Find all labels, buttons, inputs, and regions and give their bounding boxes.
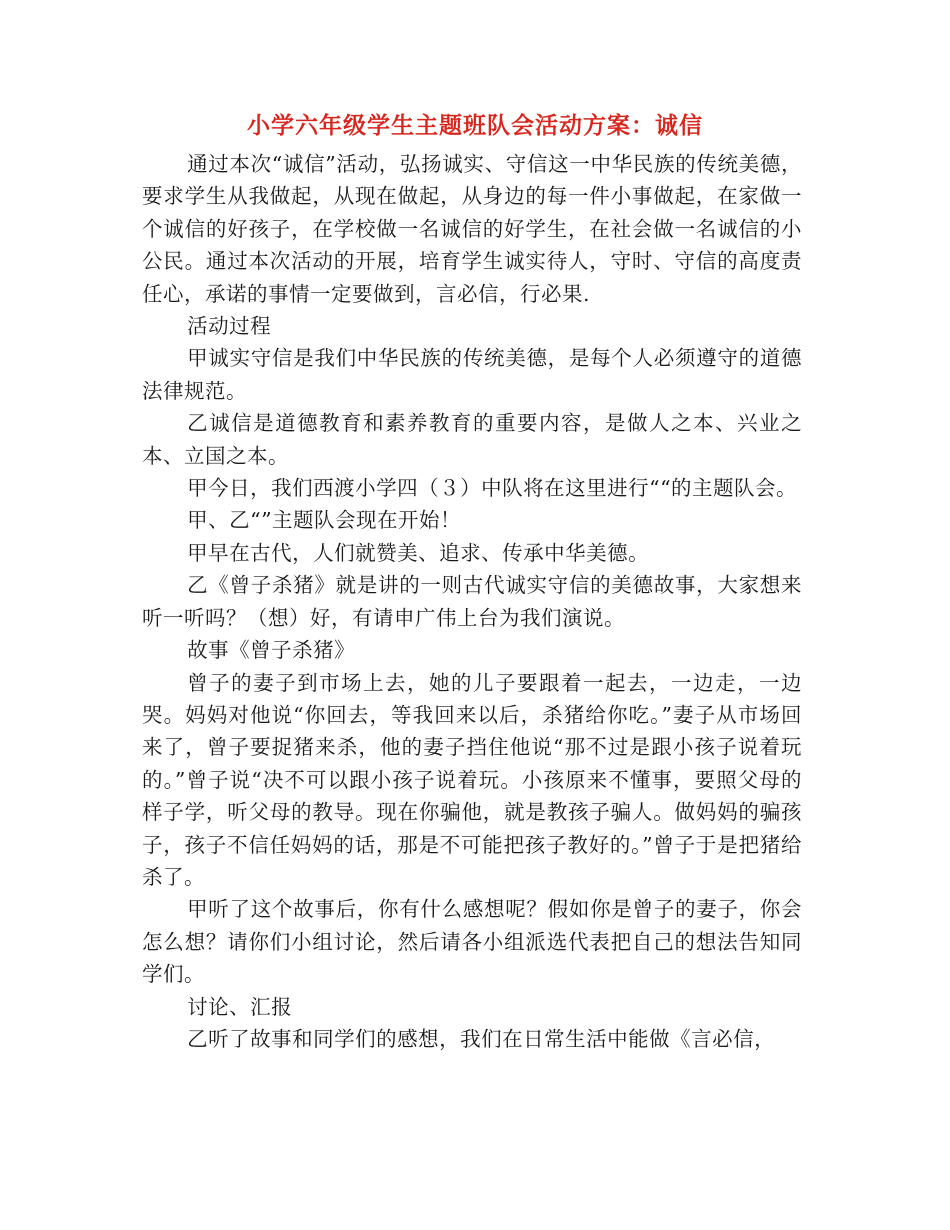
- paragraph: 甲早在古代，人们就赞美、追求、传承中华美德。: [187, 540, 650, 565]
- paragraph: 甲今日，我们西渡小学四（３）中队将在这里进行““的主题队会。: [187, 476, 798, 501]
- paragraph: 甲诚实守信是我们中华民族的传统美德，是每个人必须遵守的道德法律规范。: [142, 346, 802, 403]
- paragraph-heading-process: 活动过程: [187, 314, 272, 339]
- paragraph: 甲听了这个故事后，你有什么感想呢？假如你是曾子的妻子，你会怎么想？请你们小组讨论，然后请各小组派选代表把自己的想法告知同学们。: [142, 897, 802, 987]
- paragraph: 乙诚信是道德教育和素养教育的重要内容，是做人之本、兴业之本、立国之本。: [142, 411, 802, 468]
- document-body: [142, 148, 802, 1055]
- paragraph: 甲、乙“”主题队会现在开始！: [187, 508, 462, 533]
- paragraph-heading-discussion: 讨论、汇报: [187, 994, 293, 1019]
- paragraph: 乙《曾子杀猪》就是讲的一则古代诚实守信的美德故事，大家想来听一听吗？（想）好，有请申广伟上台为我们演说。: [142, 573, 802, 630]
- paragraph-heading-story: 故事《曾子杀猪》: [187, 638, 356, 663]
- paragraph-intro: 通过本次“诚信”活动，弘扬诚实、守信这一中华民族的传统美德，要求学生从我做起，从现在做起，从身边的每一件小事做起，在家做一个诚信的好孩子，在学校做一名诚信的好学生，在社会做一名诚信的小公民。通过本次活动的开展，培育学生诚实待人，守时、守信的高度责任心，承诺的事情一定要做到，言必信，行必果.: [142, 152, 802, 306]
- paragraph-story: 曾子的妻子到市场上去，她的儿子要跟着一起去，一边走，一边哭。妈妈对他说“你回去，等我回来以后，杀猪给你吃。”妻子从市场回来了，曾子要捉猪来杀，他的妻子挡住他说“那不过是跟小孩子说着玩的。”曾子说“决不可以跟小孩子说着玩。小孩原来不懂事，要照父母的样子学，听父母的教导。现在你骗他，就是教孩子骗人。做妈妈的骗孩子，孩子不信任妈妈的话，那是不可能把孩子教好的。”曾子于是把猪给杀了。: [142, 670, 802, 889]
- paragraph: 乙听了故事和同学们的感想，我们在日常生活中能做《言必信，: [187, 1026, 776, 1051]
- document-title: 小学六年级学生主题班队会活动方案：诚信: [247, 112, 703, 139]
